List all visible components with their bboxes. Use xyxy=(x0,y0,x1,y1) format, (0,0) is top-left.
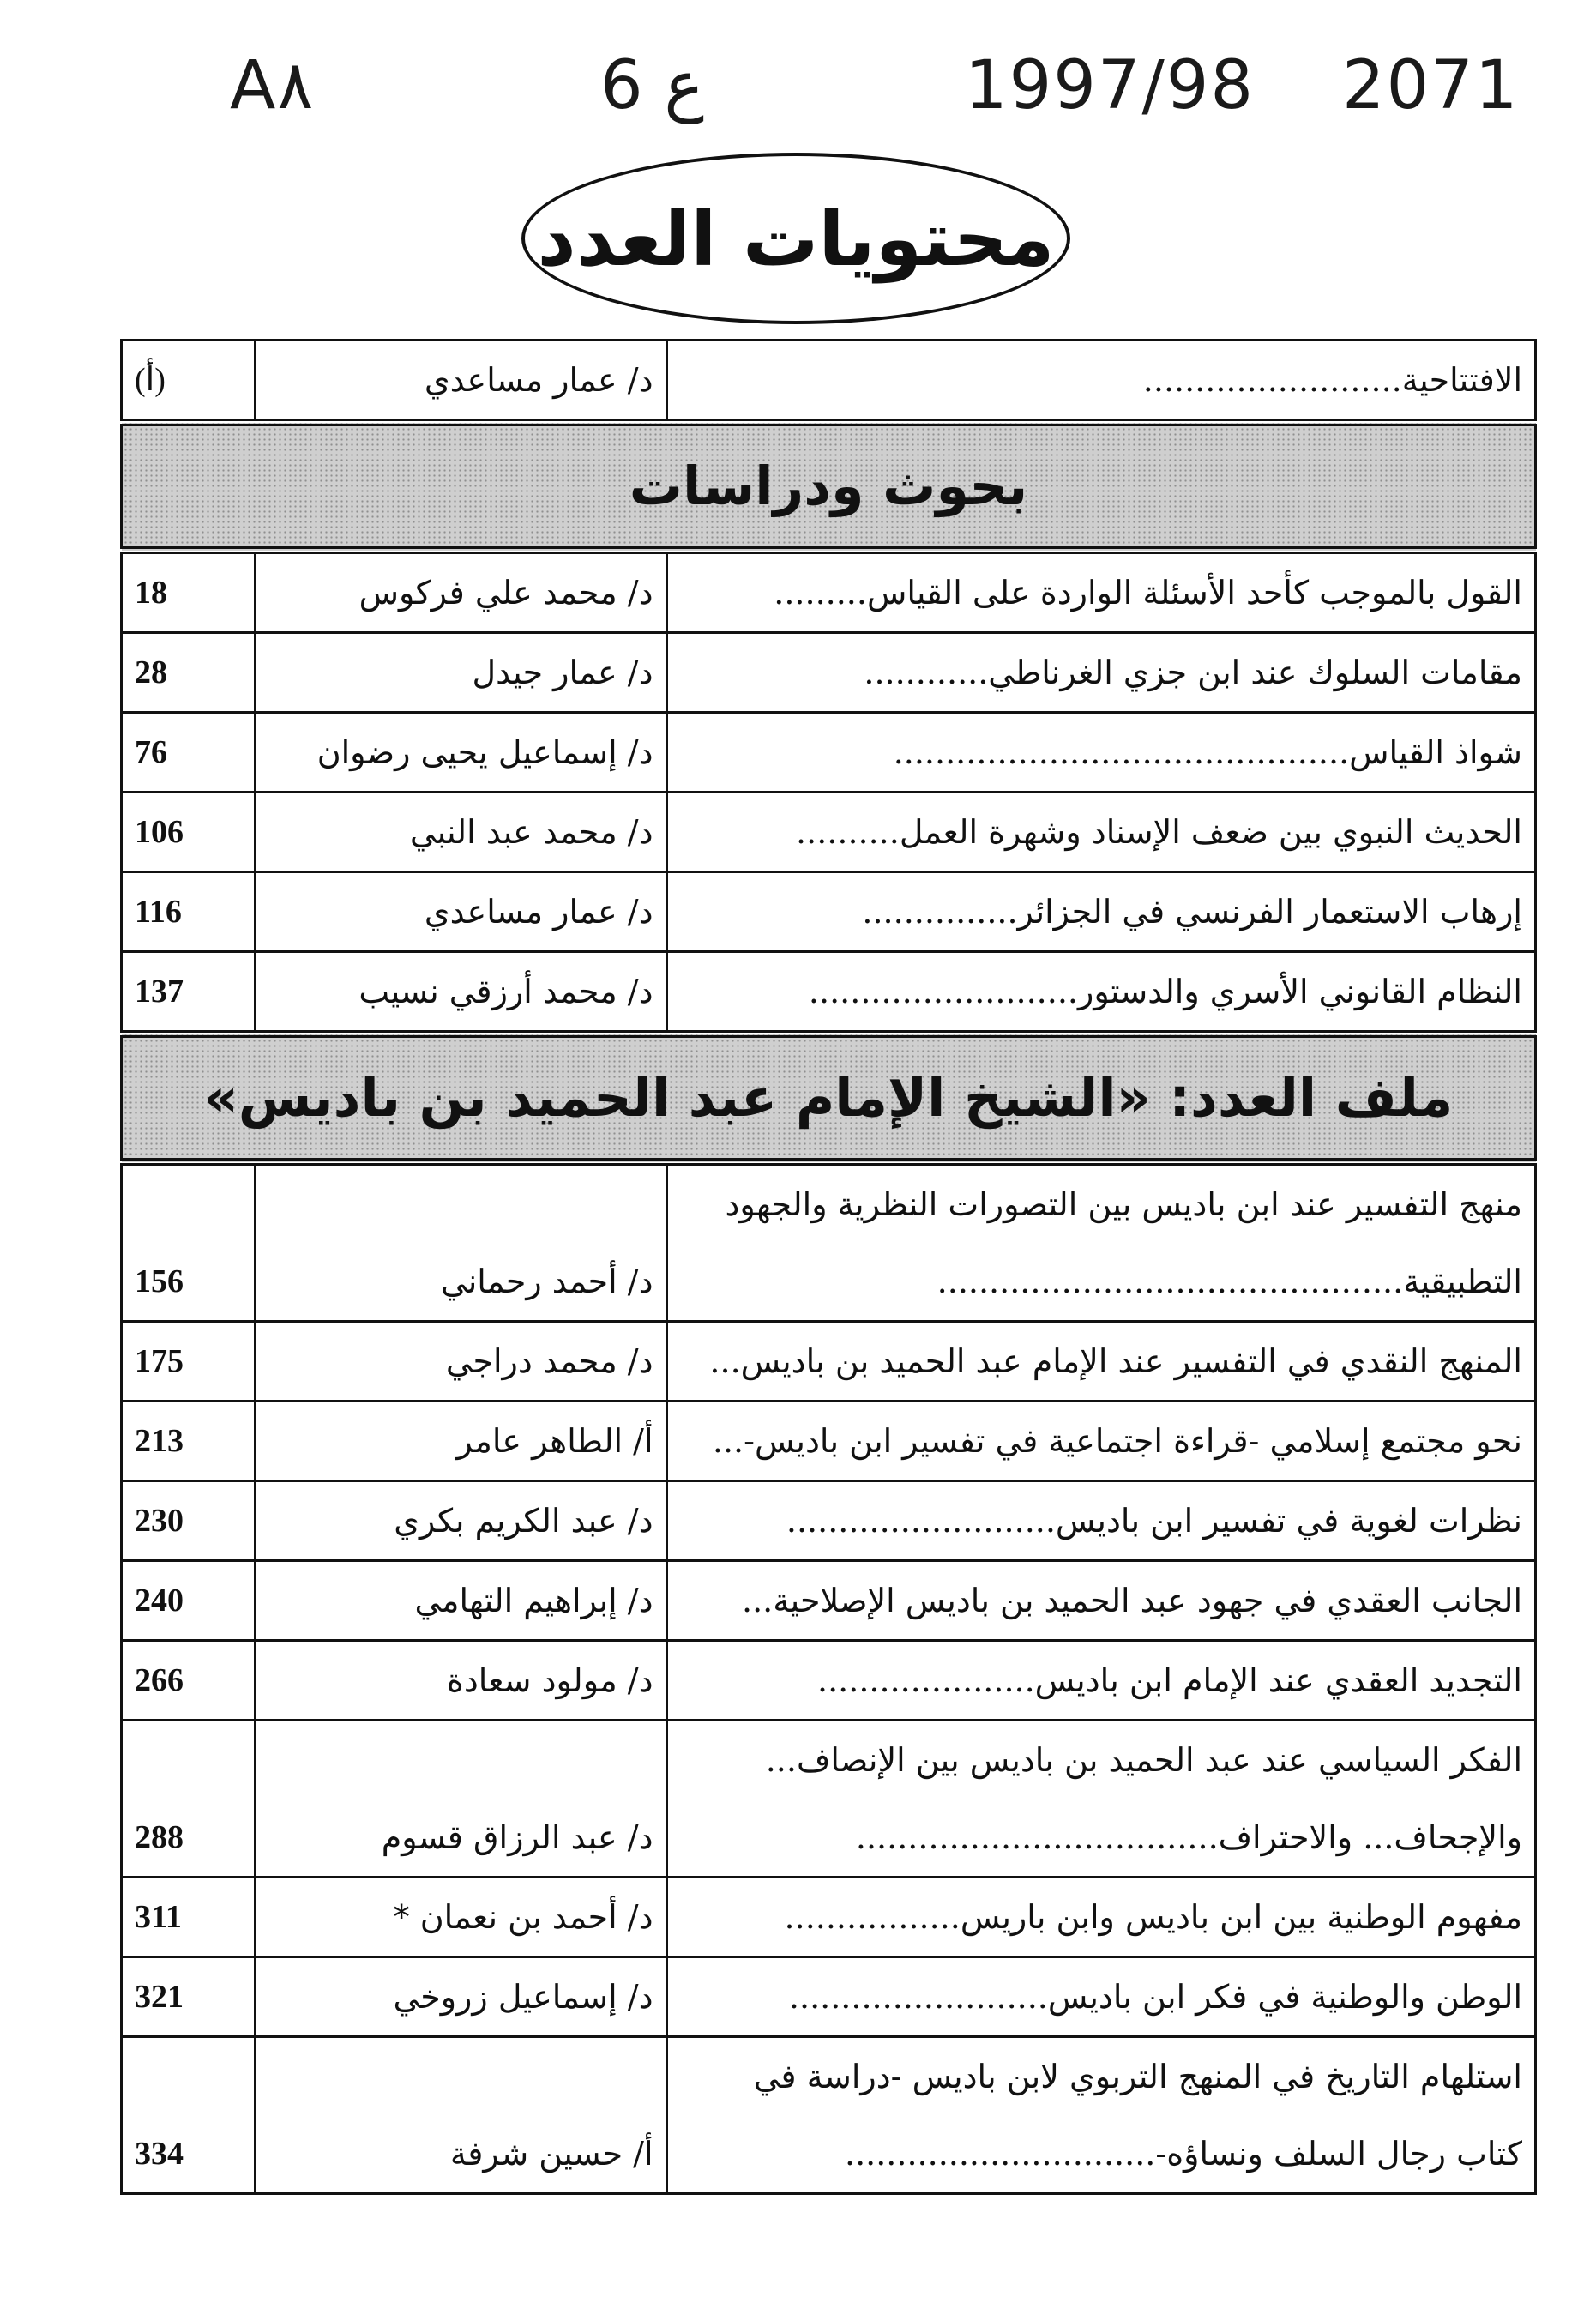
toc-author: د/ عمار جيدل xyxy=(256,633,666,713)
toc-author: د/ عمار مساعدي xyxy=(256,872,666,952)
toc-row xyxy=(122,1322,1536,1402)
toc-author: د/ أحمد رحماني xyxy=(256,1162,666,1322)
toc-page: 175 xyxy=(122,1322,256,1402)
toc-title: إرهاب الاستعمار الفرنسي في الجزائر............... xyxy=(666,872,1535,952)
toc-page: 18 xyxy=(122,551,256,633)
toc-author: د/ عبد الرزاق قسوم xyxy=(256,1721,666,1878)
handwritten-note-code: 2071 xyxy=(1342,47,1520,124)
toc-title: مقامات السلوك عند ابن جزي الغرناطي............ xyxy=(666,633,1535,713)
toc-page: 288 xyxy=(122,1721,256,1878)
section-heading-row xyxy=(122,423,1536,551)
toc-row xyxy=(122,551,1536,633)
handwritten-note-year: 1997/98 xyxy=(965,47,1256,124)
section-heading-row xyxy=(122,1034,1536,1162)
toc-title xyxy=(666,1162,1535,1322)
toc-author: د/ مولود سعادة xyxy=(256,1641,666,1721)
toc-page: 106 xyxy=(122,793,256,872)
toc-title xyxy=(666,1721,1535,1878)
toc-title-line: كتاب رجال السلف ونساؤه-.............................. xyxy=(844,2135,1522,2173)
toc-row xyxy=(122,633,1536,713)
toc-title: نظرات لغوية في تفسير ابن باديس.......................... xyxy=(666,1481,1535,1561)
toc-author: د/ إسماعيل زروخي xyxy=(256,1957,666,2037)
toc-row xyxy=(122,1561,1536,1641)
toc-row xyxy=(122,1162,1536,1322)
toc-row xyxy=(122,1641,1536,1721)
toc-title-line: الفكر السياسي عند عبد الحميد بن باديس بين الإنصاف... xyxy=(765,1741,1522,1779)
toc-row xyxy=(122,1402,1536,1481)
toc-author: د/ إبراهيم التهامي xyxy=(256,1561,666,1641)
toc-row xyxy=(122,713,1536,793)
toc-row xyxy=(122,1481,1536,1561)
toc-page: 137 xyxy=(122,952,256,1034)
toc-page: 321 xyxy=(122,1957,256,2037)
toc-title-line: استلهام التاريخ في المنهج التربوي لابن باديس -دراسة في xyxy=(753,2058,1522,2095)
toc-author: د/ محمد أرزقي نسيب xyxy=(256,952,666,1034)
toc-author: د/ أحمد بن نعمان * xyxy=(256,1878,666,1957)
toc-row xyxy=(122,952,1536,1034)
toc-table xyxy=(120,339,1537,2195)
toc-page: 230 xyxy=(122,1481,256,1561)
toc-title: الجانب العقدي في جهود عبد الحميد بن باديس الإصلاحية... xyxy=(666,1561,1535,1641)
toc-title: نحو مجتمع إسلامي -قراءة اجتماعية في تفسير ابن باديس-... xyxy=(666,1402,1535,1481)
handwritten-note-left: A٨ xyxy=(230,47,314,124)
toc-title-line: التطبيقية............................................. xyxy=(937,1263,1522,1300)
toc-title: الحديث النبوي بين ضعف الإسناد وشهرة العمل.......... xyxy=(666,793,1535,872)
toc-title: شواذ القياس............................................ xyxy=(666,713,1535,793)
toc-page: 213 xyxy=(122,1402,256,1481)
toc-title-line: منهج التفسير عند ابن باديس بين التصورات النظرية والجهود xyxy=(725,1185,1522,1223)
toc-author: د/ محمد علي فركوس xyxy=(256,551,666,633)
page-title-oval xyxy=(521,153,1070,324)
toc-author: د/ إسماعيل يحيى رضوان xyxy=(256,713,666,793)
toc-row xyxy=(122,2037,1536,2194)
toc-page: 156 xyxy=(122,1162,256,1322)
toc-page: (أ) xyxy=(122,341,256,423)
toc-author: د/ عمار مساعدي xyxy=(256,341,666,423)
toc-page: 28 xyxy=(122,633,256,713)
toc-title-line: والإجحاف... والاحتراف................................... xyxy=(855,1818,1522,1856)
toc-row-opening xyxy=(122,341,1536,423)
toc-page: 76 xyxy=(122,713,256,793)
toc-author: د/ محمد دراجي xyxy=(256,1322,666,1402)
toc-author: أ/ حسين شرفة xyxy=(256,2037,666,2194)
handwritten-note-number: ع 6 xyxy=(600,47,704,124)
toc-row xyxy=(122,1721,1536,1878)
toc-row xyxy=(122,1878,1536,1957)
page-title: محتويات العدد xyxy=(537,194,1055,283)
toc-row xyxy=(122,793,1536,872)
toc-author: د/ عبد الكريم بكري xyxy=(256,1481,666,1561)
toc-title: التجديد العقدي عند الإمام ابن باديس..................... xyxy=(666,1641,1535,1721)
toc-title xyxy=(666,2037,1535,2194)
toc-title: النظام القانوني الأسري والدستور.......................... xyxy=(666,952,1535,1034)
toc-row xyxy=(122,1957,1536,2037)
toc-title: الافتتاحية......................... xyxy=(666,341,1535,423)
toc-title: المنهج النقدي في التفسير عند الإمام عبد الحميد بن باديس... xyxy=(666,1322,1535,1402)
section-heading: بحوث ودراسات xyxy=(122,423,1536,551)
section-heading: ملف العدد: «الشيخ الإمام عبد الحميد بن باديس» xyxy=(122,1034,1536,1162)
toc-title: الوطن والوطنية في فكر ابن باديس......................... xyxy=(666,1957,1535,2037)
toc-row xyxy=(122,872,1536,952)
toc-author: د/ محمد عبد النبي xyxy=(256,793,666,872)
toc-page: 334 xyxy=(122,2037,256,2194)
toc-page: 116 xyxy=(122,872,256,952)
toc-title: مفهوم الوطنية بين ابن باديس وابن باريس................. xyxy=(666,1878,1535,1957)
toc-page: 240 xyxy=(122,1561,256,1641)
toc-author: أ/ الطاهر عامر xyxy=(256,1402,666,1481)
toc-page: 311 xyxy=(122,1878,256,1957)
toc-title: القول بالموجب كأحد الأسئلة الواردة على القياس......... xyxy=(666,551,1535,633)
toc-page: 266 xyxy=(122,1641,256,1721)
